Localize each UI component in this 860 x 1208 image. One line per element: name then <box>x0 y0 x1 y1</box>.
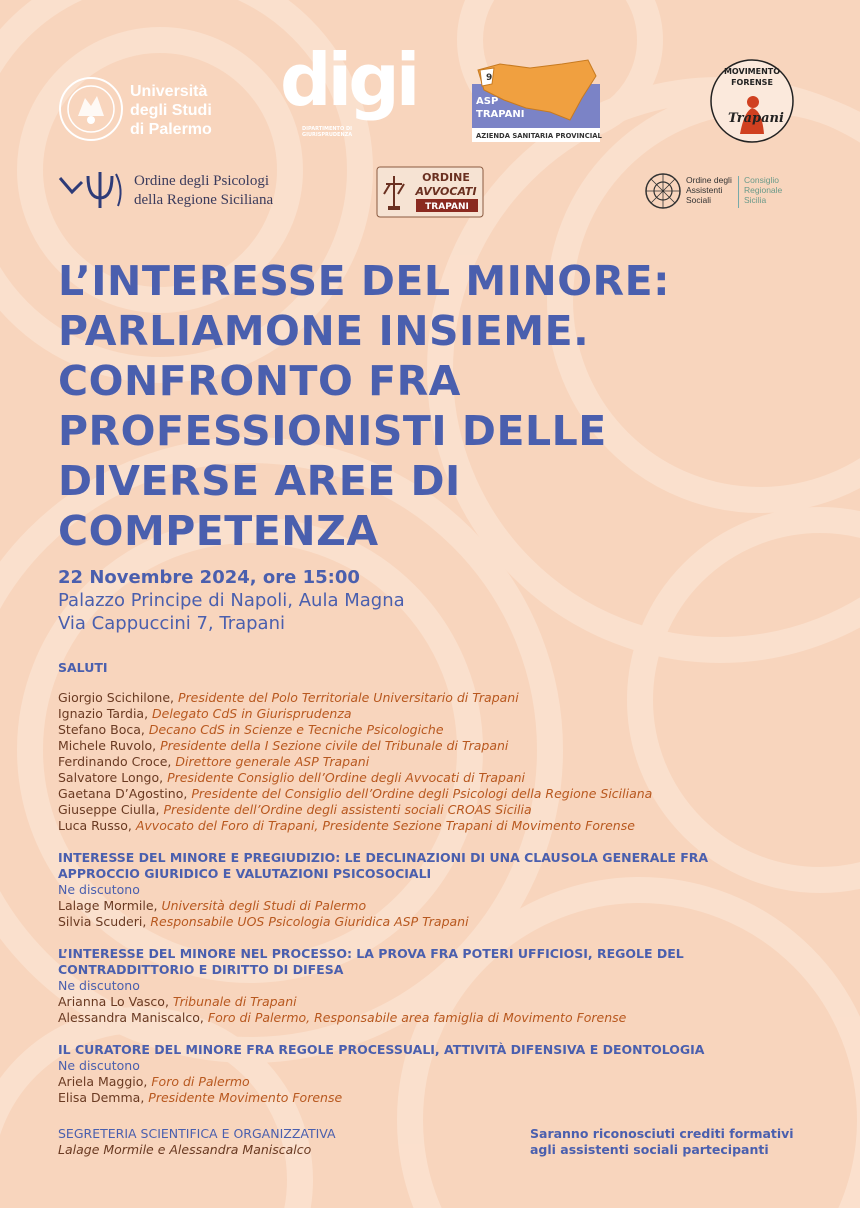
avv-line2: AVVOCATI <box>415 185 477 198</box>
poster-title <box>58 256 838 556</box>
university-name: Università degli Studi di Palermo <box>130 83 212 138</box>
ordine-avvocati-logo <box>376 166 484 218</box>
credits-line: Saranno riconosciuti crediti formativi <box>530 1126 794 1141</box>
speaker-role: Presidente del Consiglio dell’Ordine degli Psicologi della Regione Siciliana <box>191 786 653 801</box>
event-address: Via Cappuccini 7, Trapani <box>58 613 285 634</box>
speaker <box>58 914 818 930</box>
university-seal-icon <box>58 76 124 142</box>
speaker <box>58 802 818 818</box>
session-heading: APPROCCIO GIURIDICO E VALUTAZIONI PSICOSOCIALI <box>58 866 432 881</box>
speaker <box>58 770 818 786</box>
speaker-name: Giuseppe Ciulla, <box>58 802 160 817</box>
avv-line1: ORDINE <box>422 171 470 184</box>
speaker <box>58 1010 818 1026</box>
speaker-name: Silvia Scuderi, <box>58 914 147 929</box>
ordine-avvocati-badge-icon <box>376 166 484 218</box>
credits-note <box>530 1126 794 1158</box>
speaker-role: Decano CdS in Scienze e Tecniche Psicologiche <box>148 722 444 737</box>
ordine-assistenti-sociali-logo <box>644 172 794 212</box>
speaker-role: Presidente della I Sezione civile del Tribunale di Trapani <box>160 738 509 753</box>
speaker <box>58 898 818 914</box>
speaker-name: Ferdinando Croce, <box>58 754 172 769</box>
session-heading: IL CURATORE DEL MINORE FRA REGOLE PROCESSUALI, ATTIVITÀ DIFENSIVA E DEONTOLOGIA <box>58 1042 705 1057</box>
speaker <box>58 818 818 834</box>
speaker-name: Ariela Maggio, <box>58 1074 148 1089</box>
speaker <box>58 1074 818 1090</box>
mf-script: Trapani <box>728 111 784 126</box>
secretariat-label: SEGRETERIA SCIENTIFICA E ORGANIZZATIVA <box>58 1126 336 1141</box>
event-date: 22 Novembre 2024, ore 15:00 <box>58 567 360 588</box>
speaker-role: Presidente Consiglio dell’Ordine degli Avvocati di Trapani <box>167 770 526 785</box>
ordine-psicologi-logo <box>58 168 298 214</box>
asp-trapani-logo <box>470 56 602 142</box>
asp-city: TRAPANI <box>476 109 525 120</box>
speaker-name: Lalage Mormile, <box>58 898 158 913</box>
oas-right-text: Consiglio Regionale Sicilia <box>744 175 783 205</box>
event-venue: Palazzo Principe di Napoli, Aula Magna <box>58 590 405 611</box>
session-heading: CONTRADDITTORIO E DIRITTO DI DIFESA <box>58 962 344 977</box>
sicily-map-icon <box>470 56 602 142</box>
mf-line1: MOVIMENTO <box>723 67 781 76</box>
title-line: L’INTERESSE DEL MINORE: <box>58 257 671 305</box>
title-line: PROFESSIONISTI DELLE <box>58 407 607 455</box>
speaker-role: Presidente dell’Ordine degli assistenti sociali CROAS Sicilia <box>163 802 532 817</box>
asp-caption: AZIENDA SANITARIA PROVINCIALE <box>476 132 602 140</box>
digi-subtitle: DIPARTIMENTO DI GIURISPRUDENZA <box>302 126 353 138</box>
title-line: PARLIAMONE INSIEME. <box>58 307 590 355</box>
speaker-role: Direttore generale ASP Trapani <box>175 754 370 769</box>
saluti-heading: SALUTI <box>58 660 108 675</box>
speaker <box>58 722 818 738</box>
session-heading: INTERESSE DEL MINORE E PREGIUDIZIO: LE DECLINAZIONI DI UNA CLAUSOLA GENERALE FRA <box>58 850 709 865</box>
speaker-role: Delegato CdS in Giurisprudenza <box>152 706 352 721</box>
speaker-name: Arianna Lo Vasco, <box>58 994 169 1009</box>
title-line: CONFRONTO FRA <box>58 357 461 405</box>
speaker <box>58 994 818 1010</box>
psi-name-line1: Ordine degli Psicologi <box>134 173 269 189</box>
speaker-role: Presidente del Polo Territoriale Universitario di Trapani <box>178 690 519 705</box>
speaker-role: Responsabile UOS Psicologia Giuridica ASP Trapani <box>150 914 469 929</box>
asp-district-number: 9 <box>486 73 493 83</box>
speaker <box>58 754 818 770</box>
speaker-role: Università degli Studi di Palermo <box>161 898 367 913</box>
oas-divider <box>738 176 739 208</box>
digi-logo <box>280 38 417 148</box>
speaker-name: Elisa Demma, <box>58 1090 145 1105</box>
speaker-name: Salvatore Longo, <box>58 770 164 785</box>
speaker-role: Foro di Palermo <box>151 1074 250 1089</box>
speaker-name: Michele Ruvolo, <box>58 738 157 753</box>
speaker <box>58 738 818 754</box>
psi-name-line2: della Regione Siciliana <box>134 192 274 208</box>
speaker-name: Alessandra Maniscalco, <box>58 1010 204 1025</box>
discussants-label: Ne discutono <box>58 978 140 993</box>
discussants-label: Ne discutono <box>58 1058 140 1073</box>
speaker-name: Ignazio Tardia, <box>58 706 149 721</box>
speaker-name: Gaetana D’Agostino, <box>58 786 188 801</box>
speaker-name: Luca Russo, <box>58 818 132 833</box>
secretariat-names: Lalage Mormile e Alessandra Maniscalco <box>58 1142 312 1157</box>
university-palermo-logo <box>58 76 228 146</box>
avv-line3: TRAPANI <box>425 202 469 212</box>
digi-wordmark: digi <box>280 38 417 122</box>
psi-symbol-icon <box>58 170 128 210</box>
movimento-forense-logo <box>706 58 798 144</box>
speaker <box>58 706 818 722</box>
assistenti-sociali-emblem-icon <box>644 172 682 210</box>
speaker <box>58 690 818 706</box>
asp-label: ASP <box>476 96 499 107</box>
movimento-forense-badge-icon <box>706 58 798 144</box>
credits-line: agli assistenti sociali partecipanti <box>530 1142 769 1157</box>
speaker <box>58 1090 818 1106</box>
speaker-name: Giorgio Scichilone, <box>58 690 175 705</box>
speaker <box>58 786 818 802</box>
speaker-role: Foro di Palermo, Responsabile area famiglia di Movimento Forense <box>207 1010 627 1025</box>
event-info <box>58 566 405 635</box>
speaker-role: Tribunale di Trapani <box>172 994 297 1009</box>
title-line: DIVERSE AREE DI <box>58 457 461 505</box>
program <box>58 660 818 1106</box>
session-heading: L’INTERESSE DEL MINORE NEL PROCESSO: LA PROVA FRA POTERI UFFICIOSI, REGOLE DEL <box>58 946 684 961</box>
title-line: COMPETENZA <box>58 507 379 555</box>
oas-left-text: Ordine degli Assistenti Sociali <box>686 175 732 205</box>
speaker-name: Stefano Boca, <box>58 722 145 737</box>
speaker-role: Avvocato del Foro di Trapani, Presidente Sezione Trapani di Movimento Forense <box>135 818 635 833</box>
mf-line2: FORENSE <box>731 78 773 87</box>
secretariat-block <box>58 1126 336 1158</box>
speaker-role: Presidente Movimento Forense <box>148 1090 343 1105</box>
discussants-label: Ne discutono <box>58 882 140 897</box>
